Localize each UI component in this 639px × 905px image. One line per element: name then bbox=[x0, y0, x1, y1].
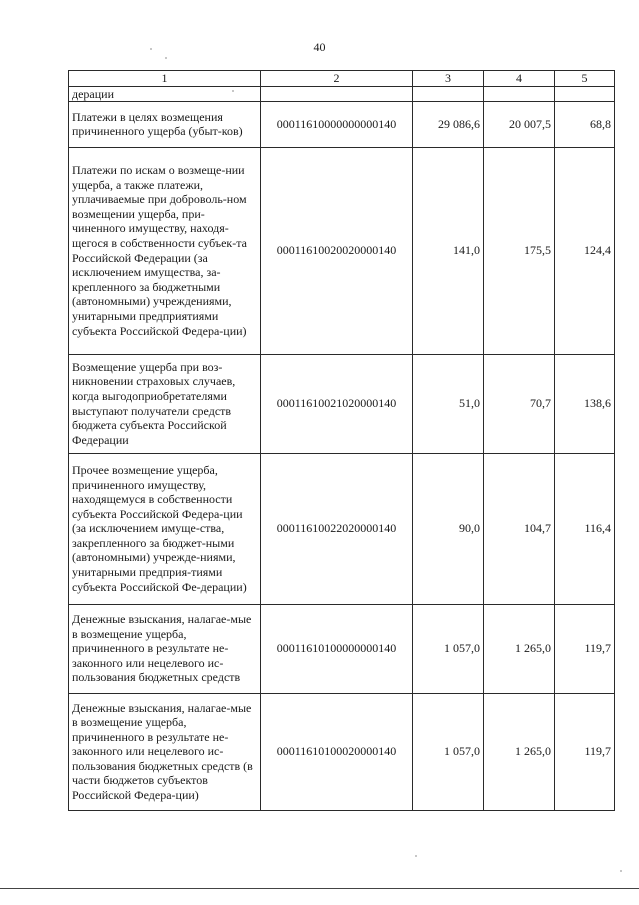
scan-speck bbox=[415, 855, 417, 857]
percent-cell: 119,7 bbox=[555, 693, 615, 810]
budget-table bbox=[68, 70, 615, 811]
column-header: 1 bbox=[69, 71, 261, 87]
empty-cell bbox=[261, 86, 413, 101]
code-cell: 00011610022020000140 bbox=[261, 453, 413, 604]
scan-speck bbox=[232, 90, 234, 92]
value-cell: 104,7 bbox=[484, 453, 555, 604]
value-cell: 29 086,6 bbox=[413, 101, 484, 147]
column-header: 4 bbox=[484, 71, 555, 87]
empty-cell bbox=[413, 86, 484, 101]
code-cell: 00011610100000000140 bbox=[261, 604, 413, 693]
value-cell: 70,7 bbox=[484, 354, 555, 453]
table-header-row bbox=[69, 71, 615, 87]
value-cell: 1 057,0 bbox=[413, 693, 484, 810]
empty-cell bbox=[484, 86, 555, 101]
percent-cell: 138,6 bbox=[555, 354, 615, 453]
scan-speck bbox=[165, 57, 167, 59]
table-row bbox=[69, 101, 615, 147]
percent-cell: 119,7 bbox=[555, 604, 615, 693]
bottom-rule bbox=[0, 888, 639, 889]
scan-speck bbox=[620, 870, 622, 872]
value-cell: 1 265,0 bbox=[484, 604, 555, 693]
value-cell: 90,0 bbox=[413, 453, 484, 604]
value-cell: 175,5 bbox=[484, 147, 555, 354]
table-row bbox=[69, 354, 615, 453]
value-cell: 20 007,5 bbox=[484, 101, 555, 147]
empty-cell bbox=[555, 86, 615, 101]
table-row bbox=[69, 693, 615, 810]
continuation-row bbox=[69, 86, 615, 101]
code-cell: 00011610100020000140 bbox=[261, 693, 413, 810]
percent-cell: 68,8 bbox=[555, 101, 615, 147]
column-header: 5 bbox=[555, 71, 615, 87]
table-row bbox=[69, 604, 615, 693]
value-cell: 141,0 bbox=[413, 147, 484, 354]
code-cell: 00011610020020000140 bbox=[261, 147, 413, 354]
description-cell: Прочее возмещение ущерба, причиненного имуществу, находящемуся в собственности субъекта Российской Федера-ции (за исключением имуще-ства, закрепленного за бюджет-ными (автономными) учрежде-ниями, унитарными предприя-тиями субъекта Российской Фе-дерации) bbox=[69, 453, 261, 604]
table-row bbox=[69, 147, 615, 354]
page-number: 40 bbox=[313, 40, 326, 54]
description-cell: Денежные взыскания, налагае-мые в возмещение ущерба, причиненного в результате не-законного или нецелевого ис-пользования бюджетных средств (в части бюджетов субъектов Российской Федера-ции) bbox=[69, 693, 261, 810]
description-cell: Возмещение ущерба при воз-никновении страховых случаев, когда выгодоприобретателями выступают получатели средств бюджета субъекта Российской Федерации bbox=[69, 354, 261, 453]
description-cell: Денежные взыскания, налагае-мые в возмещение ущерба, причиненного в результате не-законного или нецелевого ис-пользования бюджетных средств bbox=[69, 604, 261, 693]
value-cell: 1 265,0 bbox=[484, 693, 555, 810]
column-header: 3 bbox=[413, 71, 484, 87]
description-cell: дерации bbox=[69, 86, 261, 101]
percent-cell: 116,4 bbox=[555, 453, 615, 604]
code-cell: 00011610000000000140 bbox=[261, 101, 413, 147]
table-row bbox=[69, 453, 615, 604]
scan-speck bbox=[150, 48, 152, 50]
column-header: 2 bbox=[261, 71, 413, 87]
percent-cell: 124,4 bbox=[555, 147, 615, 354]
code-cell: 00011610021020000140 bbox=[261, 354, 413, 453]
description-cell: Платежи по искам о возмеще-нии ущерба, а также платежи, уплачиваемые при доброволь-ном возмещении ущерба, при-чиненного имуществу, находя-щегося в собственности субъек-та Российской Федерации (за исключением имущества, за-крепленного за бюджетными (автономными) учреждениями, унитарными предприятиями субъекта Российской Федера-ции) bbox=[69, 147, 261, 354]
value-cell: 51,0 bbox=[413, 354, 484, 453]
description-cell: Платежи в целях возмещения причиненного ущерба (убыт-ков) bbox=[69, 101, 261, 147]
value-cell: 1 057,0 bbox=[413, 604, 484, 693]
